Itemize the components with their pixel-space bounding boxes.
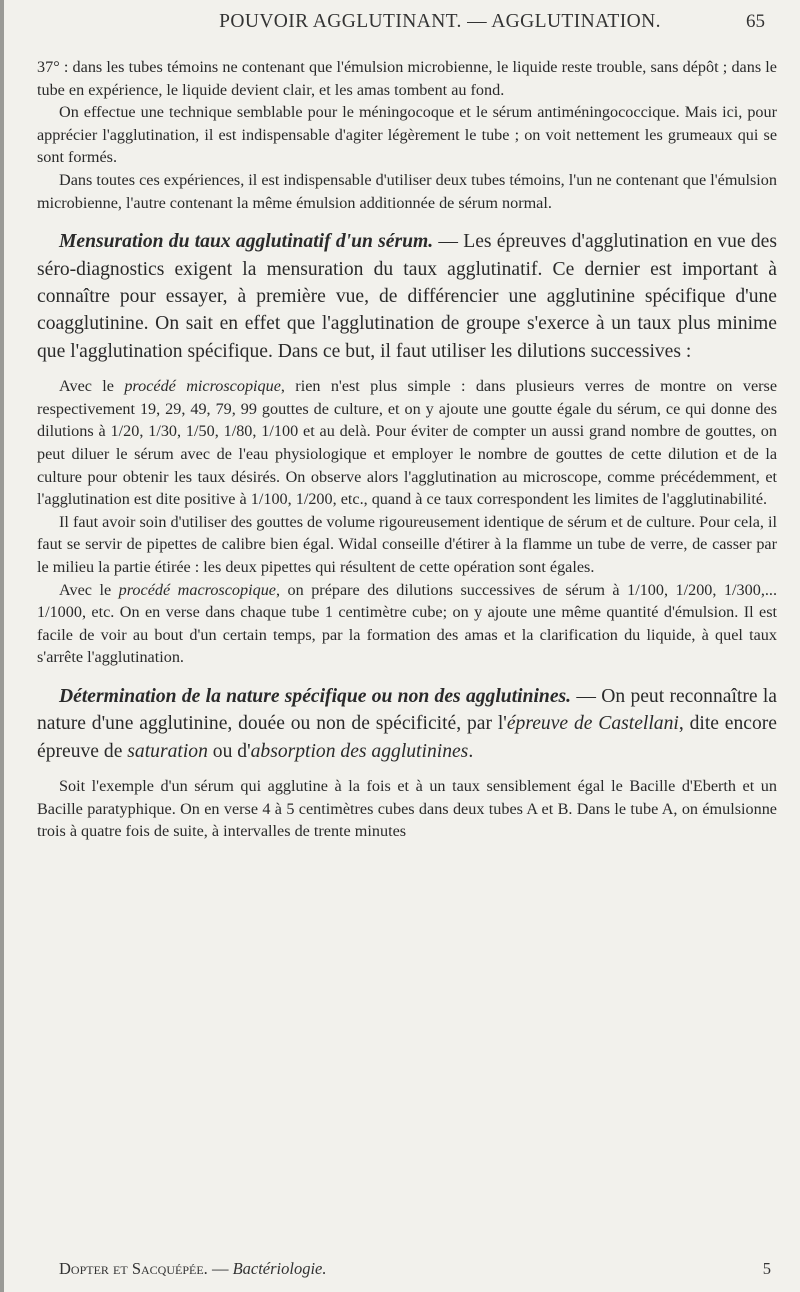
- term-saturation: saturation: [127, 740, 208, 762]
- running-header: POUVOIR AGGLUTINANT. — AGGLUTINATION.: [219, 11, 661, 32]
- term-procede-macroscopique: procédé macroscopique: [118, 580, 276, 599]
- text-span: , rien n'est plus simple : dans plusieurs verres de montre on verse respectivement 19, 29, 49, 79, 99 gouttes de culture, et on y ajoute une goutte égale du sérum, ce qui donne des dilutions à 1/20, 1/30, 1/50, 1/80, 1/100 et au delà. Pour éviter de compter un aussi grand nombre de gouttes, on peut diluer le sérum avec de l'eau physiologique et employer le nombre de gouttes de cette dilution et de la culture pour obtenir les taux désirés. On observe alors l'agglutination au microscope, comme précédemment, et l'agglutination est dite positive à 1/100, 1/200, etc., quand à ce taux correspondent les limites de l'agglutinabilité.: [37, 377, 777, 509]
- text-span: ou d': [207, 740, 251, 762]
- text-span: Avec le: [59, 580, 119, 599]
- section-heading-determination: Détermination de la nature spécifique ou non des agglutinines.: [59, 685, 572, 707]
- paragraph-1: 37° : dans les tubes témoins ne contenant que l'émulsion microbienne, le liquide reste trouble, sans dépôt ; dans le tube en expérience, le liquide devient clair, et les amas tombent au fond.: [37, 58, 777, 99]
- text-span: Avec le: [59, 377, 125, 396]
- page-footer: [59, 1258, 771, 1280]
- footer-authors: Dopter et Sacquépée.: [59, 1259, 208, 1278]
- paragraph-2: On effectue une technique semblable pour le méningocoque et le sérum antiméningococcique. Mais ici, pour apprécier l'agglutination, il est indispensable d'agiter légèrement le tube ; on voit nettement les grumeaux qui se sont formés.: [37, 103, 777, 167]
- paragraph-microscopique: [37, 375, 777, 511]
- text-span: , dite encore épreuve de: [37, 713, 778, 762]
- paragraph-exemple: Soit l'exemple d'un sérum qui agglutine à la fois et à un taux sensiblement égal le Bacille d'Eberth et un Bacille paratyphique. On en verse 4 à 5 centimètres cubes dans deux tubes A et B. Dans le tube A, on émulsionne trois à quatre fois de suite, à intervalles de trente minutes: [37, 777, 777, 841]
- text-span: , on prépare des dilutions successives de sérum à 1/100, 1/200, 1/300,... 1/1000, etc. On en verse dans chaque tube 1 centimètre cube; on y ajoute une même quantité d'émulsion. Il est facile de voir au bout d'un certain temps, par la formation des amas et la clarification du liquide, à quel taux s'arrête l'agglutination.: [37, 580, 778, 667]
- page-number: 65: [746, 11, 765, 32]
- text-span: — On peut reconnaître la nature d'une agglutinine, douée ou non de spécificité, par l': [37, 685, 777, 735]
- paragraph-3: Dans toutes ces expériences, il est indispensable d'utiliser deux tubes témoins, l'un ne contenant que l'émulsion microbienne, l'autre contenant la même émulsion additionnée de sérum normal.: [37, 170, 777, 212]
- section-mensuration: [37, 228, 777, 365]
- section-heading-mensuration: Mensuration du taux agglutinatif d'un sérum.: [59, 231, 434, 253]
- term-epreuve-castellani: épreuve de Castellani: [506, 713, 679, 735]
- signature-mark: 5: [762, 1259, 771, 1278]
- page-edge-shadow: [0, 0, 4, 1292]
- paragraph-macroscopique: [37, 579, 777, 669]
- paragraph-pipettes: Il faut avoir soin d'utiliser des gouttes de volume rigoureusement identique de sérum et de culture. Pour cela, il faut se servir de pipettes de calibre bien égal. Widal conseille d'étirer à la flamme un tube de verre, de casser par le milieu la partie étirée : les deux pipettes qui résultent de cette opération sont égales.: [37, 512, 777, 576]
- footer-book-title: Bactériologie.: [232, 1259, 327, 1278]
- term-absorption: absorption des agglutinines: [250, 740, 469, 762]
- section-determination: [37, 683, 777, 765]
- page-body: [37, 56, 777, 843]
- term-procede-microscopique: procédé microscopique: [124, 377, 281, 396]
- footer-separator: —: [207, 1259, 233, 1278]
- section-text-mensuration: — Les épreuves d'agglutination en vue des séro-diagnostics exigent la mensuration du taux agglutinatif. Ce dernier est important à connaître pour essayer, à première vue, de différencier une agglutinine spécifique d'une coagglutinine. On sait en effet que l'agglutination de groupe s'exerce à un taux plus minime que l'agglutination spécifique. Dans ce but, il faut utiliser les dilutions successives :: [37, 231, 777, 362]
- text-span: .: [468, 740, 474, 762]
